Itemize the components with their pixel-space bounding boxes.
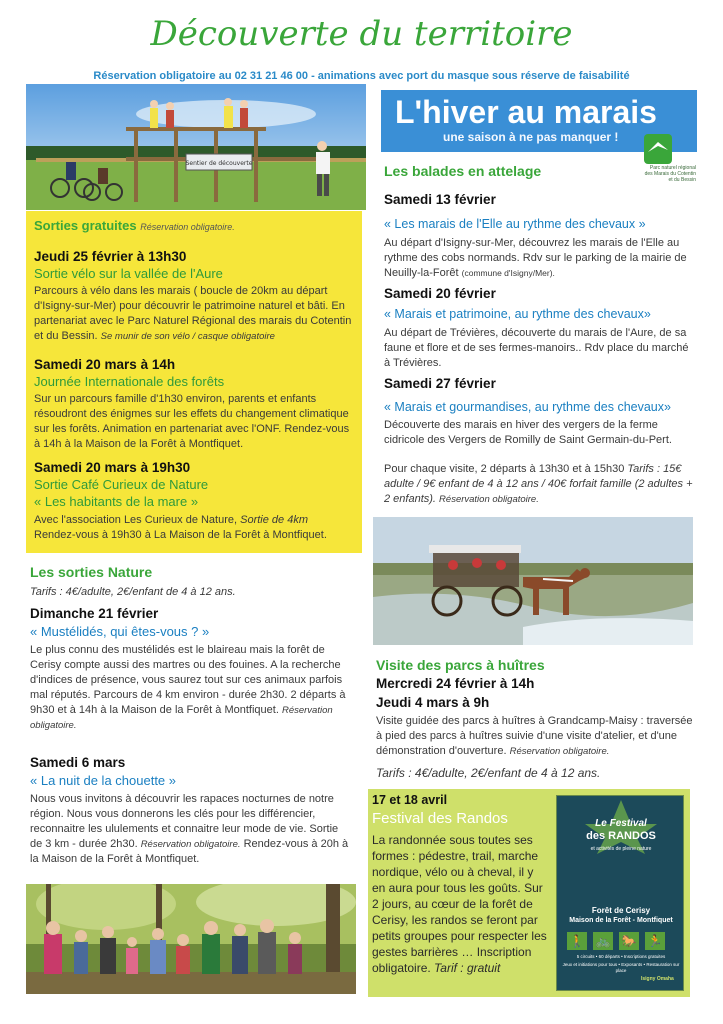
activity-icons (567, 932, 665, 950)
festival-tarif: Tarif : gratuit (434, 961, 501, 975)
event-title: Sortie vélo sur la vallée de l'Aure (34, 266, 223, 281)
event-note: Réservation obligatoire. (509, 746, 610, 757)
event-date: Dimanche 21 février (30, 606, 159, 621)
poster-place-1: Forêt de Cerisy (591, 906, 651, 915)
event-body-italic: Sortie de 4km (240, 514, 308, 526)
event-body: Avec l'association Les Curieux de Nature, (34, 514, 241, 526)
event-body-end: Rendez-vous à 19h30 à La Maison de la Forêt à Montfiquet. (34, 529, 327, 541)
park-logo-icon (644, 134, 672, 164)
visite-note: Réservation obligatoire. (439, 494, 539, 505)
page-title: Découverte du territoire (150, 14, 573, 54)
runner-icon: 🏃 (645, 932, 665, 950)
visite-departures: Pour chaque visite, 2 départs à 13h30 et à 15h30 (384, 463, 628, 475)
event-note: (commune d'Isigny/Mer). (461, 268, 555, 278)
event-date: Jeudi 4 mars à 9h (376, 695, 490, 710)
event-description (384, 236, 694, 281)
event-description: Au départ de Trévières, découverte du marais de l'Aure, de sa faune et flore et de ses fermes-manoirs.. Rdv place du marché à Trévières. (384, 327, 689, 369)
event-title: Journée Internationale des forêts (34, 374, 225, 389)
event-title: « Mustélidés, qui êtes-vous ? » (30, 624, 210, 639)
poster-title-1: Le Festival (595, 818, 647, 829)
festival-body: La randonnée sous toutes ses formes : pédestre, trail, marche nordique, vélo ou à cheval, il y en aura pour tous les goûts. Sur 2 jours, au cœur de la forêt de Cerisy, les randos se feront par petits groupes pour respecter les gestes barrières … Inscription obligatoire. (372, 833, 547, 975)
poster-small: 5 circuits • 60 départs • Inscriptions gratuites (576, 954, 666, 959)
event-body: Visite guidée des parcs à huîtres à Grandcamp-Maisy : traversée à pied des parcs à huîtres suivie d'une visite d'atelier, et d'une démonstration d'ouverture. (376, 715, 693, 757)
sorties-gratuites-title: Sorties gratuites (34, 218, 137, 233)
sorties-nature-heading: Les sorties Nature (30, 564, 153, 580)
event-title: « Les marais de l'Elle au rythme des chevaux » (384, 217, 646, 231)
hiver-title: L'hiver au marais (395, 94, 657, 130)
huitres-heading: Visite des parcs à huîtres (376, 657, 545, 673)
event-body: Le plus connu des mustélidés est le blaireau mais la forêt de Cerisy compte aussi des martres ou des fouines. A la recherche d'indices de présence, vous saurez tout sur ces animaux parfois mal réputés. Parcours de 4 km environ - durée 2h30. 2 départs à 9h30 et à 14h à la Maison de la Forêt à Montfiquet. (30, 644, 346, 716)
event-body: Au départ d'Isigny-sur-Mer, découvrez les marais de l'Elle au rythme des cobs normands. Rdv sur le parking de la mairie de Neuilly-la-Forêt (384, 237, 687, 279)
event-description (376, 714, 694, 759)
bike-icon: 🚲 (593, 932, 613, 950)
event-description: Sur un parcours famille d'1h30 environ, parents et enfants résoudront des énigmes sur les effets du changement climatique sur les forêts. Animation en partenariat avec l'ONF. Rendez-vous à 14h à la Maison de la Forêt à Montfiquet. (34, 393, 350, 450)
event-date: Samedi 13 février (384, 192, 496, 207)
park-logo-text: Parc naturel régional des Marais du Cotentin et du Bessin (644, 165, 696, 183)
event-date: Samedi 27 février (384, 376, 496, 391)
event-description (34, 513, 352, 543)
event-description (34, 284, 352, 344)
event-title: « La nuit de la chouette » (30, 773, 177, 788)
event-date: Samedi 20 mars à 19h30 (34, 460, 191, 475)
attelage-heading: Les balades en attelage (384, 163, 542, 179)
event-title: Sortie Café Curieux de Nature (34, 477, 209, 492)
poster-place-2: Maison de la Forêt - Montfiquet (569, 917, 673, 924)
event-description: Découverte des marais en hiver des vergers de la ferme cidricole des Vergers de Romilly de Saint Germain-du-Pert. (384, 419, 672, 446)
forest-group-photo (26, 884, 356, 994)
event-title: « Marais et gourmandises, au rythme des chevaux» (384, 400, 671, 414)
event-date: 17 et 18 avril (372, 793, 448, 807)
hiking-icon: 🚶 (567, 932, 587, 950)
page-subtitle: Réservation obligatoire au 02 31 21 46 00 - animations avec port du masque sous réserve de faisabilité (93, 70, 630, 82)
observation-tower-photo (26, 84, 366, 210)
sorties-gratuites-note: Réservation obligatoire. (140, 222, 235, 232)
poster-title-2: des RANDOS (586, 830, 656, 842)
poster-small-2: Jeux et initiations pour tous • Exposants • Restauration sur place (562, 962, 680, 973)
event-body-end: Rendez-vous à 20h à la Maison de la Forêt à Montfiquet. (30, 838, 349, 865)
event-title: « Marais et patrimoine, au rythme des chevaux» (384, 307, 651, 321)
poster-sub: et activités de pleine nature (590, 846, 652, 852)
visite-info (384, 462, 694, 507)
sign-text: Sentier de découverte (185, 160, 253, 167)
event-note: Se munir de son vélo / casque obligatoire (100, 331, 275, 342)
event-description (30, 643, 352, 733)
event-note: Réservation obligatoire. (30, 705, 333, 731)
sorties-gratuites-heading (34, 218, 354, 233)
horse-carriage-photo (373, 517, 693, 645)
nature-tarifs: Tarifs : 4€/adulte, 2€/enfant de 4 à 12 ans. (30, 586, 236, 598)
event-date: Samedi 20 mars à 14h (34, 357, 176, 372)
horse-icon: 🐎 (619, 932, 639, 950)
festival-title: Festival des Randos (372, 810, 508, 827)
visite-tarifs: Tarifs : 15€ adulte / 9€ enfant de 4 à 12 ans / 40€ forfait famille (2 adultes + 2 enfants). (384, 463, 693, 505)
hiver-tagline: une saison à ne pas manquer ! (443, 130, 619, 144)
event-body: Nous vous invitons à découvrir les rapaces nocturnes de notre région. Nous vous donnerons les clés pour les différencier, reconnaitre les ululements et connaitre leur mode de vie. Sortie de 3 km - durée 2h30. (30, 793, 339, 850)
huitres-tarifs: Tarifs : 4€/adulte, 2€/enfant de 4 à 12 ans. (376, 766, 601, 780)
event-description (30, 792, 352, 867)
poster-logo: Isigny Omaha (641, 976, 674, 982)
festival-poster (556, 795, 684, 991)
festival-description (372, 832, 550, 976)
event-date: Samedi 6 mars (30, 755, 126, 770)
event-note: Réservation obligatoire. (140, 839, 241, 850)
event-date: Jeudi 25 février à 13h30 (34, 249, 187, 264)
event-date: Mercredi 24 février à 14h (376, 676, 535, 691)
event-date: Samedi 20 février (384, 286, 496, 301)
event-body: Parcours à vélo dans les marais ( boucle de 20km au départ d'Isigny-sur-Mer) pour découvrir le patrimoine naturel et bâti. En partenariat avec le Parc Naturel Régional des marais du Cotentin et du Bessin. (34, 285, 352, 342)
event-subtitle: « Les habitants de la mare » (34, 494, 199, 509)
